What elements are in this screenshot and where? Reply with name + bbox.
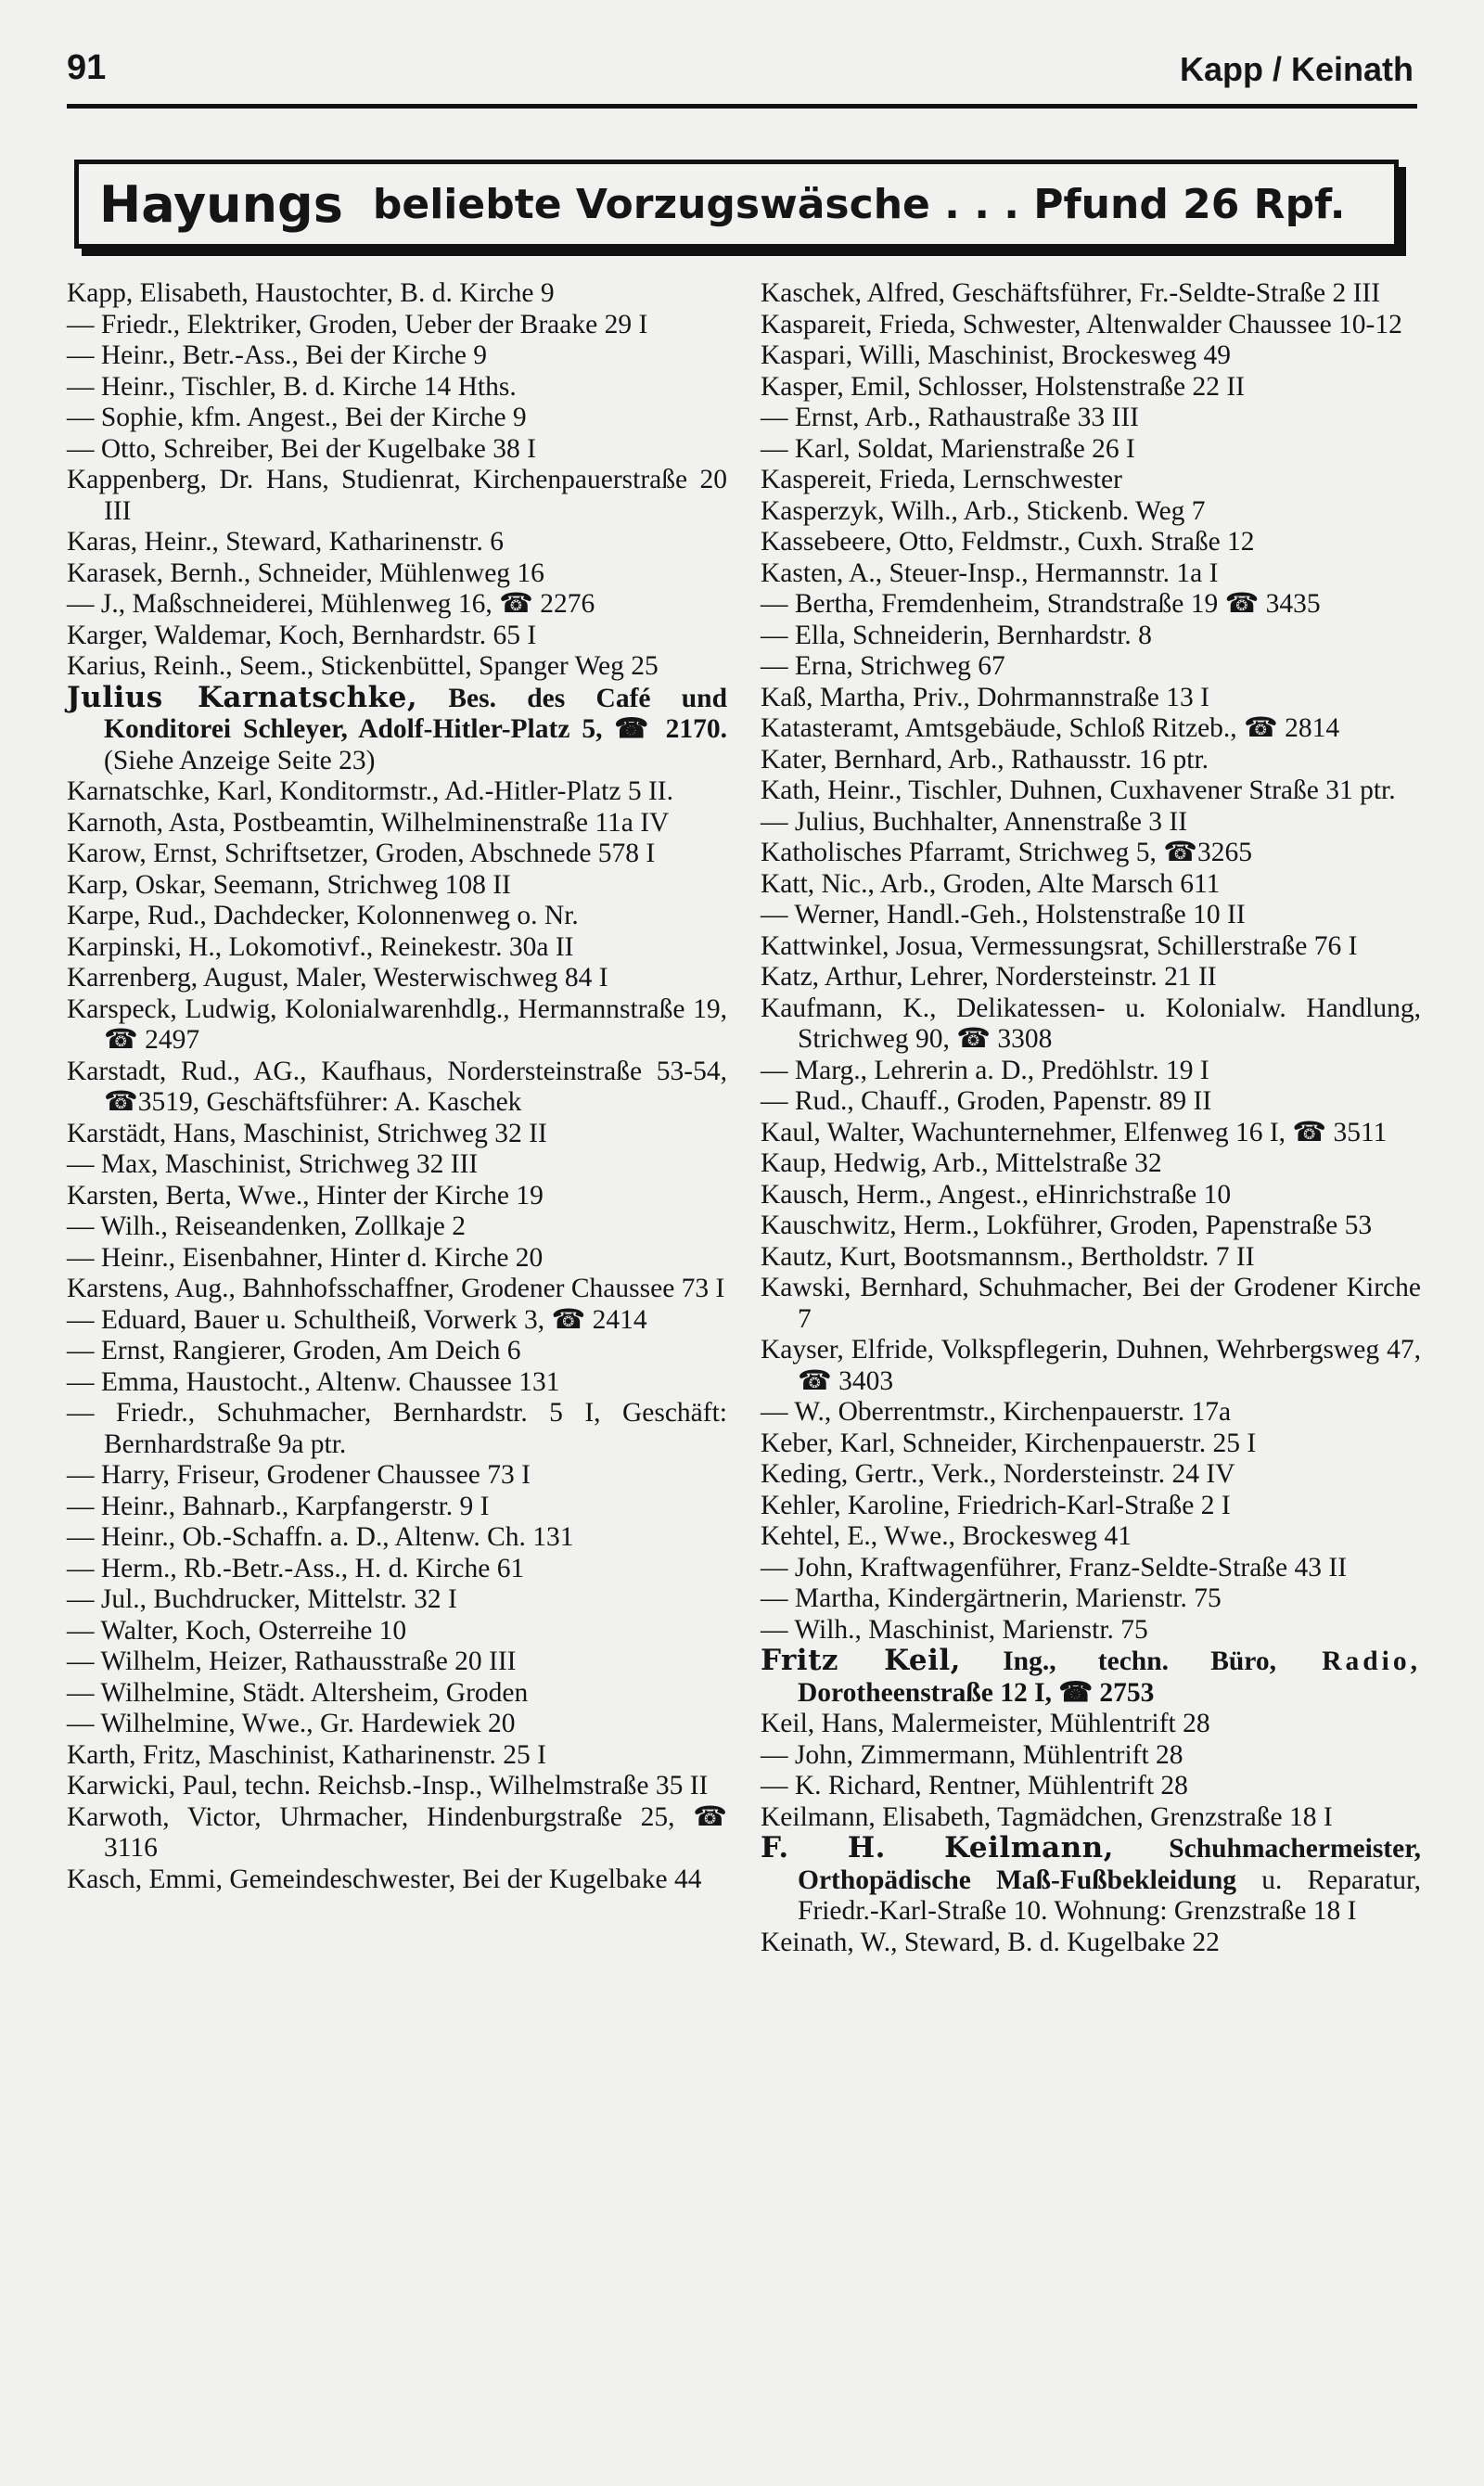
- list-item: — Heinr., Bahnarb., Karpfangerstr. 9 I: [67, 1491, 490, 1521]
- keil-radio-text: Radio,: [1275, 1647, 1421, 1676]
- list-item: Kassebeere, Otto, Feldmstr., Cuxh. Straße 12: [761, 527, 1255, 557]
- keilmann-advert-entry: [761, 1833, 1421, 1928]
- list-item: — Martha, Kindergärtnerin, Marienstr. 75: [761, 1583, 1222, 1613]
- list-item: Karspeck, Ludwig, Kolonialwarenhdlg., Hermannstraße 19, ☎ 2497: [67, 993, 727, 1055]
- keilmann-firm-name: F. H. Keilmann,: [761, 1831, 1114, 1864]
- list-item: Karnoth, Asta, Postbeamtin, Wilhelminenstraße 11a IV: [67, 807, 670, 838]
- list-item: — Erna, Strichweg 67: [761, 651, 1005, 681]
- list-item: Kautz, Kurt, Bootsmannsm., Bertholdstr. 7 II: [761, 1241, 1255, 1272]
- list-item: Keilmann, Elisabeth, Tagmädchen, Grenzstraße 18 I: [761, 1801, 1333, 1832]
- list-item: — Heinr., Betr.-Ass., Bei der Kirche 9: [67, 340, 488, 370]
- list-item: — Friedr., Schuhmacher, Bernhardstr. 5 I, Geschäft: Bernhardstraße 9a ptr.: [67, 1398, 727, 1459]
- page-header: [67, 48, 1414, 100]
- banner-text: beliebte Vorzugswäsche . . . Pfund 26 Rpf.: [372, 180, 1346, 228]
- list-item: Kapp, Elisabeth, Haustochter, B. d. Kirche 9: [67, 278, 555, 308]
- left-column: [67, 278, 727, 1895]
- list-item: Kausch, Herm., Angest., eHinrichstraße 10: [761, 1179, 1232, 1210]
- karnatschke-advert-note: (Siehe Anzeige Seite 23): [104, 745, 376, 775]
- list-item: Karrenberg, August, Maler, Westerwischweg 84 I: [67, 963, 608, 993]
- list-item: — Rud., Chauff., Groden, Papenstr. 89 II: [761, 1086, 1212, 1116]
- keil-firm-name: Fritz Keil,: [761, 1644, 961, 1677]
- list-item: Keding, Gertr., Verk., Nordersteinstr. 24 IV: [761, 1459, 1235, 1489]
- karnatschke-advert-text: Bes. des Café und Konditorei Schleyer, Adolf-Hitler-Platz 5, ☎ 2170.: [104, 683, 727, 744]
- list-item: Karth, Fritz, Maschinist, Katharinenstr. 25 I: [67, 1739, 546, 1770]
- list-item: Kawski, Bernhard, Schuhmacher, Bei der Grodener Kirche 7: [761, 1273, 1421, 1334]
- list-item: — John, Kraftwagenführer, Franz-Seldte-Straße 43 II: [761, 1552, 1348, 1583]
- banner-brand: Hayungs: [99, 174, 343, 234]
- list-item: Kath, Heinr., Tischler, Duhnen, Cuxhavener Straße 31 ptr.: [761, 775, 1396, 805]
- list-item: Karstens, Aug., Bahnhofsschaffner, Grodener Chaussee 73 I: [67, 1274, 725, 1303]
- list-item: Katz, Arthur, Lehrer, Nordersteinstr. 21 II: [761, 962, 1217, 992]
- keilmann-advert-text: Schuhmachermeister, Orthopädische Maß-Fußbekleidung: [798, 1834, 1421, 1895]
- list-item: — Wilhelmine, Städt. Altersheim, Groden: [67, 1677, 529, 1708]
- list-item: Kasch, Emmi, Gemeindeschwester, Bei der Kugelbake 44: [67, 1864, 702, 1894]
- list-item: Kauschwitz, Herm., Lokführer, Groden, Papenstraße 53: [761, 1211, 1373, 1240]
- list-item: Keil, Hans, Malermeister, Mühlentrift 28: [761, 1709, 1210, 1738]
- list-item: — Otto, Schreiber, Bei der Kugelbake 38 I: [67, 433, 536, 464]
- list-item: — Heinr., Tischler, B. d. Kirche 14 Hths.: [67, 371, 517, 402]
- list-item: — Sophie, kfm. Angest., Bei der Kirche 9: [67, 403, 527, 432]
- list-item: Kehtel, E., Wwe., Brockesweg 41: [761, 1521, 1132, 1551]
- list-item: Kater, Bernhard, Arb., Rathausstr. 16 ptr.: [761, 744, 1209, 775]
- list-item: Karstadt, Rud., AG., Kaufhaus, Nordersteinstraße 53-54, ☎3519, Geschäftsführer: A. Kaschek: [67, 1056, 727, 1117]
- karnatschke-firm-name: Julius Karnatschke,: [67, 680, 418, 714]
- list-item: — Bertha, Fremdenheim, Strandstraße 19 ☎ 3435: [761, 589, 1321, 619]
- list-item: Kappenberg, Dr. Hans, Studienrat, Kirchenpauerstraße 20 III: [67, 465, 727, 526]
- list-item: Kaspereit, Frieda, Lernschwester: [761, 465, 1122, 494]
- page-number: 91: [67, 48, 107, 87]
- list-item: Kayser, Elfride, Volkspflegerin, Duhnen, Wehrbergsweg 47, ☎ 3403: [761, 1335, 1421, 1396]
- list-item: Keinath, W., Steward, B. d. Kugelbake 22: [761, 1927, 1220, 1957]
- list-item: Karsten, Berta, Wwe., Hinter der Kirche 19: [67, 1180, 544, 1211]
- list-item: Kattwinkel, Josua, Vermessungsrat, Schillerstraße 76 I: [761, 930, 1358, 961]
- list-item: Keber, Karl, Schneider, Kirchenpauerstr. 25 I: [761, 1428, 1257, 1458]
- right-column: [761, 278, 1421, 1958]
- list-item: — John, Zimmermann, Mühlentrift 28: [761, 1739, 1183, 1770]
- list-item: — K. Richard, Rentner, Mühlentrift 28: [761, 1771, 1188, 1800]
- list-item: — W., Oberrentmstr., Kirchenpauerstr. 17a: [761, 1397, 1232, 1427]
- list-item: Kaschek, Alfred, Geschäftsführer, Fr.-Seldte-Straße 2 III: [761, 278, 1381, 308]
- list-item: Katasteramt, Amtsgebäude, Schloß Ritzeb., ☎ 2814: [761, 713, 1340, 743]
- list-item: — Wilhelmine, Wwe., Gr. Hardewiek 20: [67, 1709, 516, 1738]
- list-item: — Eduard, Bauer u. Schultheiß, Vorwerk 3, ☎ 2414: [67, 1304, 647, 1335]
- running-head: Kapp / Keinath: [1179, 50, 1414, 88]
- list-item: Kaß, Martha, Priv., Dohrmannstraße 13 I: [761, 682, 1209, 712]
- list-item: Kasper, Emil, Schlosser, Holstenstraße 22 II: [761, 371, 1245, 402]
- keil-advert-text: Ing., techn. Büro,: [960, 1647, 1276, 1676]
- list-item: — Walter, Koch, Osterreihe 10: [67, 1615, 407, 1646]
- list-item: — Max, Maschinist, Strichweg 32 III: [67, 1149, 479, 1179]
- list-item: Karow, Ernst, Schriftsetzer, Groden, Abschnede 578 I: [67, 839, 656, 868]
- list-item: — Harry, Friseur, Grodener Chaussee 73 I: [67, 1460, 531, 1490]
- list-item: Kaul, Walter, Wachunternehmer, Elfenweg 16 I, ☎ 3511: [761, 1117, 1388, 1147]
- list-item: Kasperzyk, Wilh., Arb., Stickenb. Weg 7: [761, 495, 1206, 526]
- list-item: Karwicki, Paul, techn. Reichsb.-Insp., Wilhelmstraße 35 II: [67, 1771, 709, 1800]
- list-item: — Werner, Handl.-Geh., Holstenstraße 10 II: [761, 900, 1246, 929]
- advertisement-banner: [74, 160, 1399, 249]
- list-item: — Heinr., Ob.-Schaffn. a. D., Altenw. Ch. 131: [67, 1522, 574, 1552]
- list-item: Karasek, Bernh., Schneider, Mühlenweg 16: [67, 557, 544, 588]
- list-item: Karas, Heinr., Steward, Katharinenstr. 6: [67, 527, 505, 557]
- list-item: Kaspareit, Frieda, Schwester, Altenwalder Chaussee 10-12: [761, 309, 1402, 340]
- list-item: Karp, Oskar, Seemann, Strichweg 108 II: [67, 869, 511, 900]
- list-item: Karius, Reinh., Seem., Stickenbüttel, Spanger Weg 25: [67, 651, 659, 681]
- list-item: Karpinski, H., Lokomotivf., Reinekestr. 30a II: [67, 931, 574, 962]
- list-item: — Wilhelm, Heizer, Rathausstraße 20 III: [67, 1647, 517, 1676]
- list-item: Karger, Waldemar, Koch, Bernhardstr. 65 I: [67, 620, 537, 650]
- list-item: — Karl, Soldat, Marienstraße 26 I: [761, 433, 1135, 464]
- list-item: — Ella, Schneiderin, Bernhardstr. 8: [761, 620, 1152, 650]
- list-item: Kaufmann, K., Delikatessen- u. Kolonialw. Handlung, Strichweg 90, ☎ 3308: [761, 993, 1421, 1054]
- keilmann-advert-rest: u. Reparatur, Friedr.-Karl-Straße 10. Wohnung: Grenzstraße 18 I: [798, 1864, 1421, 1926]
- list-item: — Jul., Buchdrucker, Mittelstr. 32 I: [67, 1584, 457, 1614]
- list-item: Karwoth, Victor, Uhrmacher, Hindenburgstraße 25, ☎ 3116: [67, 1801, 727, 1863]
- list-item: — Wilh., Reiseandenken, Zollkaje 2: [67, 1211, 467, 1241]
- list-item: — Marg., Lehrerin a. D., Predöhlstr. 19 I: [761, 1055, 1209, 1085]
- list-item: Karstädt, Hans, Maschinist, Strichweg 32 II: [67, 1118, 547, 1148]
- header-rule: [67, 104, 1417, 109]
- karnatschke-advert-entry: [67, 680, 727, 777]
- list-item: — J., Maßschneiderei, Mühlenweg 16, ☎ 2276: [67, 589, 595, 619]
- list-item: Karnatschke, Karl, Konditormstr., Ad.-Hitler-Platz 5 II.: [67, 776, 673, 806]
- list-item: Katholisches Pfarramt, Strichweg 5, ☎3265: [761, 838, 1252, 867]
- list-item: Kaspari, Willi, Maschinist, Brockesweg 49: [761, 340, 1232, 370]
- list-item: Kasten, A., Steuer-Insp., Hermannstr. 1a I: [761, 557, 1219, 588]
- list-item: — Emma, Haustocht., Altenw. Chaussee 131: [67, 1366, 560, 1397]
- list-item: Katt, Nic., Arb., Groden, Alte Marsch 611: [761, 868, 1221, 899]
- list-item: Karpe, Rud., Dachdecker, Kolonnenweg o. Nr.: [67, 901, 579, 930]
- list-item: — Friedr., Elektriker, Groden, Ueber der Braake 29 I: [67, 309, 648, 340]
- list-item: Kaup, Hedwig, Arb., Mittelstraße 32: [761, 1148, 1162, 1178]
- list-item: — Heinr., Eisenbahner, Hinter d. Kirche 20: [67, 1242, 544, 1273]
- list-item: Kehler, Karoline, Friedrich-Karl-Straße 2 I: [761, 1490, 1231, 1520]
- list-item: — Ernst, Rangierer, Groden, Am Deich 6: [67, 1336, 521, 1365]
- list-item: — Herm., Rb.-Betr.-Ass., H. d. Kirche 61: [67, 1553, 525, 1583]
- list-item: — Julius, Buchhalter, Annenstraße 3 II: [761, 806, 1188, 837]
- keil-advert-entry: [761, 1646, 1421, 1709]
- list-item: — Wilh., Maschinist, Marienstr. 75: [761, 1614, 1148, 1645]
- list-item: — Ernst, Arb., Rathaustraße 33 III: [761, 403, 1139, 432]
- keil-advert-address: Dorotheenstraße 12 I, ☎ 2753: [798, 1677, 1155, 1708]
